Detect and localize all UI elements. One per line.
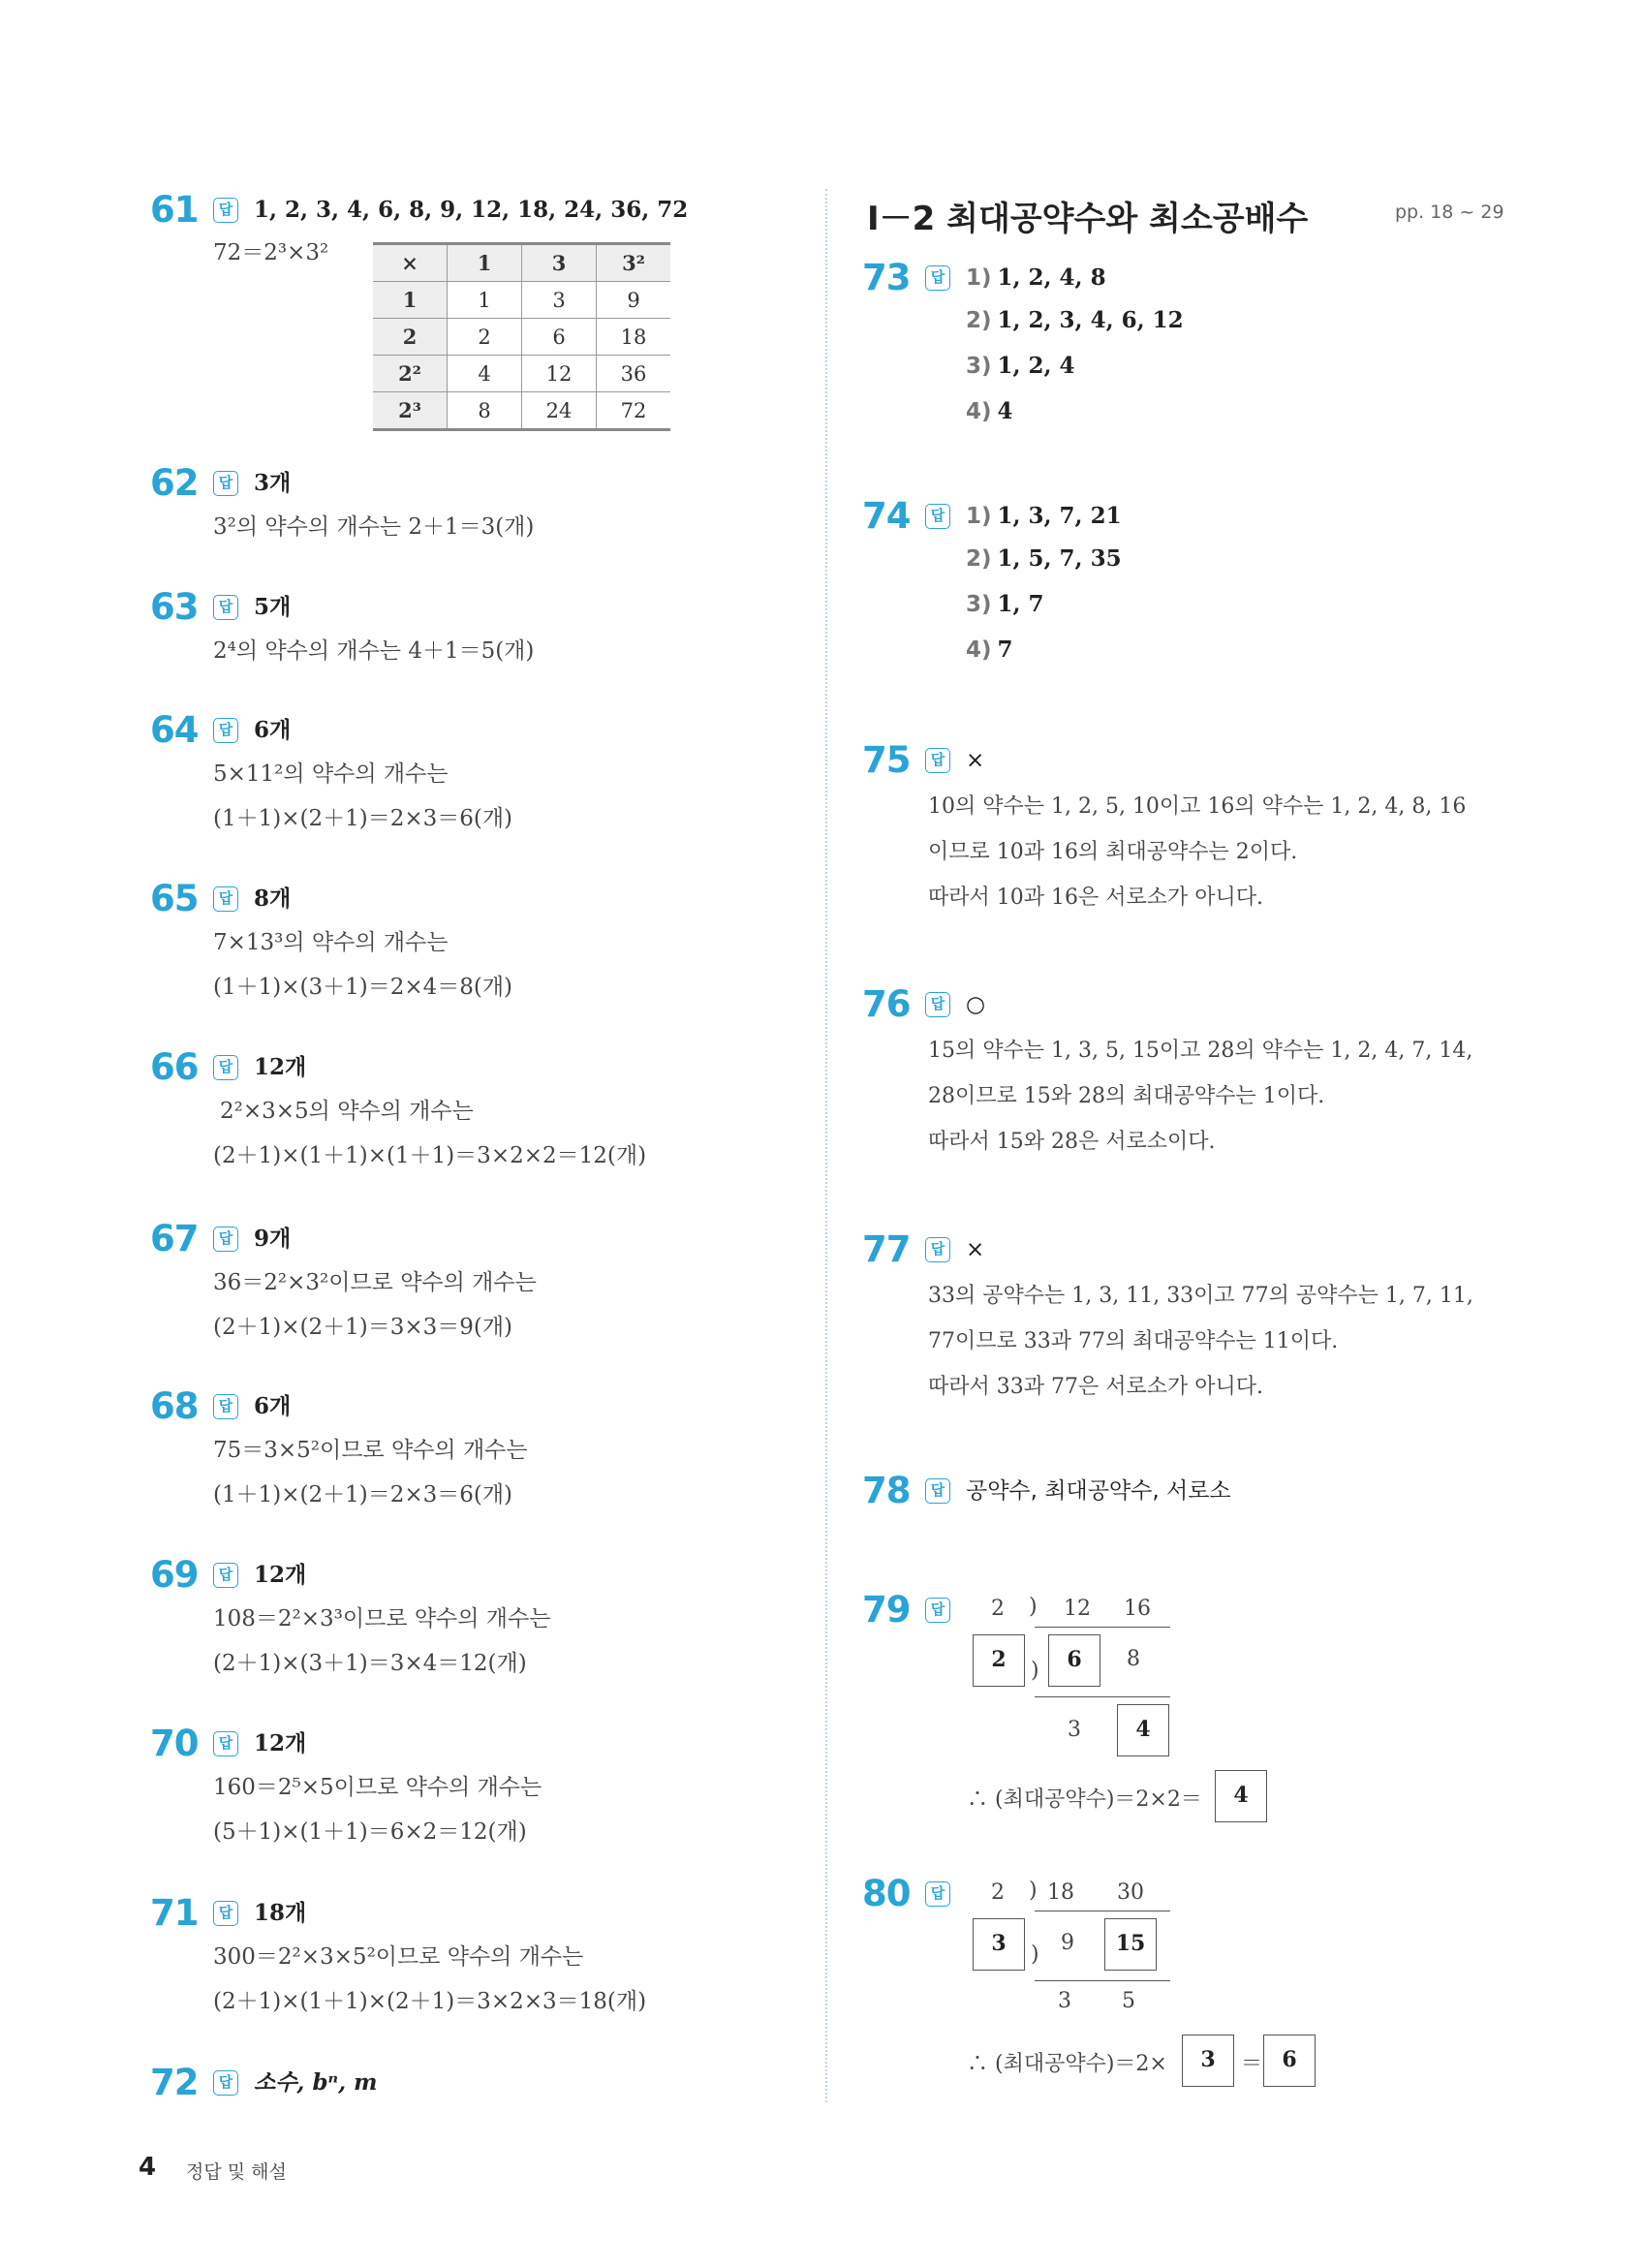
problem-number: 68: [150, 1385, 199, 1427]
problem-number: 76: [862, 983, 911, 1025]
answer-tag-icon: 답: [213, 198, 238, 223]
table-cell: 4: [448, 356, 522, 392]
remainder: 5: [1122, 1989, 1135, 2013]
work-line: 36＝2²×3²이므로 약수의 개수는: [213, 1270, 537, 1295]
divisor: 2: [991, 1880, 1005, 1905]
work-line: (1＋1)×(2＋1)＝2×3＝6(개): [213, 1482, 513, 1507]
problem-number: 67: [150, 1218, 199, 1259]
table-header-cell: ×: [373, 244, 448, 282]
answer-tag-icon: 답: [925, 1237, 950, 1262]
conclusion: ∴ (최대공약수)＝2×: [967, 2052, 1167, 2076]
answer-tag-icon: 답: [925, 992, 950, 1017]
dividend: 18: [1047, 1880, 1074, 1905]
problem-63: [150, 586, 790, 673]
answer-tag-icon: 답: [925, 1478, 950, 1504]
answer-tag-icon: 답: [925, 1881, 950, 1907]
work-line: 72＝2³×3²: [213, 240, 329, 265]
problem-73: [862, 257, 1502, 424]
table-header-cell: 3: [522, 244, 597, 282]
sub-value: 1, 3, 7, 21: [997, 503, 1122, 529]
problem-number: 69: [150, 1554, 199, 1596]
answer-text: 12개: [254, 1054, 307, 1080]
answer-tag-icon: 답: [213, 1394, 238, 1419]
problem-71: [150, 1892, 790, 2024]
problem-70: [150, 1723, 790, 1854]
table-cell: 1: [448, 282, 522, 319]
sub-answer: [966, 305, 1184, 336]
answer-tag-icon: 답: [213, 1901, 238, 1926]
answer-text: 8개: [254, 885, 292, 912]
problem-80: [862, 1873, 1502, 2115]
problem-number: 71: [150, 1892, 199, 1934]
answer-box: 2: [973, 1634, 1025, 1687]
answer-text: ×: [966, 748, 985, 773]
answer-text: 18개: [254, 1900, 307, 1926]
answer-tag-icon: 답: [213, 1731, 238, 1756]
sub-answer: [966, 544, 1122, 575]
quotient: 8: [1127, 1647, 1140, 1671]
sub-label: 1): [966, 265, 992, 291]
quotient: 9: [1061, 1931, 1074, 1955]
answer-text: 1, 2, 3, 4, 6, 8, 9, 12, 18, 24, 36, 72: [254, 197, 689, 223]
answer-tag-icon: 답: [213, 1227, 238, 1252]
problem-65: [150, 878, 790, 1010]
answer-text: 12개: [254, 1562, 307, 1588]
footer-label: 정답 및 해설: [186, 2161, 287, 2183]
sub-label: 3): [966, 354, 992, 379]
answer-text: 12개: [254, 1730, 307, 1756]
problem-number: 73: [862, 257, 911, 298]
problem-number: 65: [150, 878, 199, 919]
sub-label: 2): [966, 546, 992, 572]
problem-number: 78: [862, 1470, 911, 1511]
problem-69: [150, 1554, 790, 1686]
work-line: (2＋1)×(2＋1)＝3×3＝9(개): [213, 1315, 513, 1340]
answer-text: 5개: [254, 594, 292, 620]
work-line: 108＝2²×3³이므로 약수의 개수는: [213, 1606, 551, 1631]
sub-label: 4): [966, 637, 992, 663]
table-cell: 12: [522, 356, 597, 392]
problem-number: 74: [862, 495, 911, 537]
sub-label: 1): [966, 504, 992, 529]
problem-76: [862, 983, 1502, 1165]
table-header-cell: 1: [448, 244, 522, 282]
sub-label: 3): [966, 592, 992, 617]
work-line: 따라서 33과 77은 서로소가 아니다.: [928, 1375, 1263, 1399]
sub-answer: [966, 635, 1013, 666]
problem-number: 79: [862, 1589, 911, 1631]
work-line: 5×11²의 약수의 개수는: [213, 761, 449, 787]
work-line: 160＝2⁵×5이므로 약수의 개수는: [213, 1775, 542, 1800]
section-title: Ⅰ－2 최대공약수와 최소공배수: [867, 200, 1309, 238]
problem-number: 75: [862, 739, 911, 781]
answer-box: 3: [1182, 2035, 1234, 2087]
work-line: 이므로 10과 16의 최대공약수는 2이다.: [928, 840, 1298, 864]
work-line: 28이므로 15와 28의 최대공약수는 1이다.: [928, 1084, 1325, 1108]
work-line: 15의 약수는 1, 3, 5, 15이고 28의 약수는 1, 2, 4, 7, 14,: [928, 1039, 1473, 1063]
answer-text: ○: [966, 992, 986, 1017]
table-row-header: 2²: [373, 356, 448, 392]
work-line: (2＋1)×(1＋1)×(2＋1)＝3×2×3＝18(개): [213, 1989, 647, 2014]
sub-answer: [966, 396, 1013, 427]
work-line: 75＝3×5²이므로 약수의 개수는: [213, 1438, 528, 1463]
work-line: (2＋1)×(3＋1)＝3×4＝12(개): [213, 1651, 527, 1676]
problem-75: [862, 739, 1502, 920]
problem-number: 77: [862, 1228, 911, 1270]
work-line: 10의 약수는 1, 2, 5, 10이고 16의 약수는 1, 2, 4, 8, 16: [928, 794, 1467, 819]
problem-number: 70: [150, 1723, 199, 1764]
remainder: 3: [1068, 1718, 1081, 1742]
problem-61: [150, 189, 790, 422]
sub-value: 7: [997, 637, 1013, 663]
answer-box: 15: [1104, 1918, 1157, 1971]
sub-label: 2): [966, 308, 992, 333]
work-line: 7×13³의 약수의 개수는: [213, 930, 449, 955]
work-line: (1＋1)×(3＋1)＝2×4＝8(개): [213, 975, 513, 1000]
problem-number: 80: [862, 1873, 911, 1914]
table-cell: 8: [448, 392, 522, 430]
table-cell: 36: [597, 356, 671, 392]
table-row-header: 1: [373, 282, 448, 319]
sub-answer: [966, 263, 1106, 294]
answer-box: 4: [1117, 1704, 1169, 1756]
sub-answer: [966, 589, 1044, 620]
division-line: [1035, 1627, 1170, 1628]
dividend: 12: [1064, 1597, 1091, 1621]
table-cell: 24: [522, 392, 597, 430]
sub-value: 1, 5, 7, 35: [997, 545, 1122, 572]
sub-value: 1, 2, 4: [997, 353, 1075, 379]
sub-value: 1, 2, 4, 8: [997, 264, 1106, 291]
table-cell: 6: [522, 319, 597, 356]
table-header-cell: 3²: [597, 244, 671, 282]
work-line: 2⁴의 약수의 개수는 4＋1＝5(개): [213, 638, 535, 664]
table-cell: 9: [597, 282, 671, 319]
page-number: 4: [139, 2153, 157, 2182]
problem-79: [862, 1589, 1502, 1831]
answer-text: 공약수, 최대공약수, 서로소: [966, 1478, 1231, 1504]
division-bracket: ): [1031, 1659, 1039, 1683]
conclusion: ∴ (최대공약수)＝2×2＝: [967, 1787, 1202, 1812]
work-line: 따라서 10과 16은 서로소가 아니다.: [928, 885, 1263, 910]
problem-number: 72: [150, 2062, 199, 2103]
problem-66: [150, 1046, 790, 1178]
work-line: 300＝2²×3×5²이므로 약수의 개수는: [213, 1944, 584, 1970]
work-line: (2＋1)×(1＋1)×(1＋1)＝3×2×2＝12(개): [213, 1143, 647, 1168]
problem-78: [862, 1470, 1502, 1518]
divisor-table: [373, 242, 670, 431]
work-line: 2²×3×5의 약수의 개수는: [220, 1099, 474, 1124]
answer-box: 6: [1263, 2035, 1316, 2087]
work-line: 77이므로 33과 77의 최대공약수는 11이다.: [928, 1329, 1339, 1353]
sub-answer: [966, 501, 1122, 532]
division-line: [1035, 1696, 1170, 1697]
table-cell: 3: [522, 282, 597, 319]
problem-number: 62: [150, 462, 199, 504]
table-cell: 2: [448, 319, 522, 356]
dividend: 16: [1124, 1597, 1151, 1621]
answer-tag-icon: 답: [925, 265, 950, 291]
answer-tag-icon: 답: [213, 595, 238, 620]
problem-67: [150, 1218, 790, 1350]
answer-box: 4: [1215, 1770, 1267, 1822]
problem-72: [150, 2062, 790, 2110]
division-bracket: ): [1031, 1942, 1039, 1967]
sub-value: 1, 2, 3, 4, 6, 12: [997, 307, 1184, 333]
answer-tag-icon: 답: [925, 504, 950, 529]
problem-number: 64: [150, 709, 199, 751]
answer-tag-icon: 답: [925, 748, 950, 773]
work-line: 33의 공약수는 1, 3, 11, 33이고 77의 공약수는 1, 7, 11,: [928, 1284, 1473, 1308]
divisor: 2: [991, 1597, 1005, 1621]
answer-text: 6개: [254, 717, 292, 743]
answer-tag-icon: 답: [213, 1563, 238, 1588]
problem-62: [150, 462, 790, 549]
work-line: 따라서 15와 28은 서로소이다.: [928, 1130, 1216, 1154]
answer-tag-icon: 답: [213, 718, 238, 743]
sub-label: 4): [966, 399, 992, 424]
division-line: [1035, 1980, 1170, 1981]
table-row-header: 2: [373, 319, 448, 356]
work-line: 3²의 약수의 개수는 2＋1＝3(개): [213, 514, 535, 540]
sub-answer: [966, 351, 1075, 382]
division-bracket: ): [1029, 1879, 1038, 1903]
problem-number: 63: [150, 586, 199, 628]
answer-tag-icon: 답: [213, 1055, 238, 1080]
answer-text: 6개: [254, 1393, 292, 1419]
work-line: (1＋1)×(2＋1)＝2×3＝6(개): [213, 806, 513, 831]
answer-box: 3: [973, 1918, 1025, 1971]
answer-text: 소수, bⁿ, m: [254, 2069, 378, 2096]
answer-text: 3개: [254, 470, 292, 496]
answer-tag-icon: 답: [925, 1598, 950, 1623]
problem-number: 66: [150, 1046, 199, 1088]
remainder: 3: [1058, 1989, 1071, 2013]
problem-77: [862, 1228, 1502, 1410]
sub-value: 1, 7: [997, 591, 1044, 617]
table-row-header: 2³: [373, 392, 448, 430]
answer-tag-icon: 답: [213, 471, 238, 496]
sub-value: 4: [997, 398, 1013, 424]
answer-text: ×: [966, 1237, 985, 1262]
table-cell: 72: [597, 392, 671, 430]
section-pages: pp. 18 ~ 29: [1395, 202, 1504, 223]
answer-text: 9개: [254, 1226, 292, 1252]
problem-number: 61: [150, 189, 199, 231]
problem-74: [862, 495, 1502, 663]
division-bracket: ): [1029, 1595, 1038, 1619]
equals-sign: ＝: [1241, 2052, 1263, 2076]
answer-box: 6: [1048, 1634, 1100, 1687]
dividend: 30: [1117, 1880, 1144, 1905]
problem-64: [150, 709, 790, 841]
table-cell: 18: [597, 319, 671, 356]
problem-68: [150, 1385, 790, 1517]
answer-tag-icon: 답: [213, 886, 238, 912]
answer-tag-icon: 답: [213, 2070, 238, 2096]
work-line: (5＋1)×(1＋1)＝6×2＝12(개): [213, 1819, 527, 1845]
